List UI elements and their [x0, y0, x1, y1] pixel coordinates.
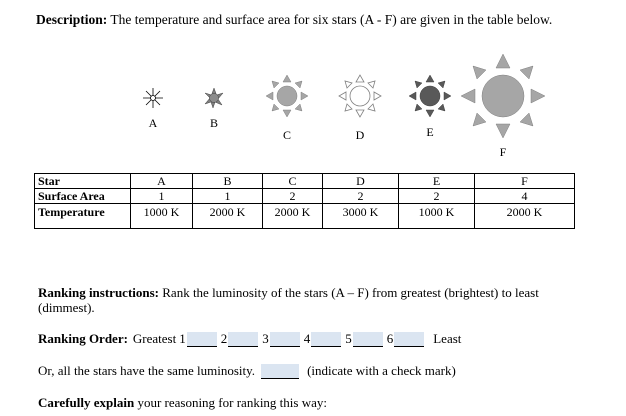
explain-label: Carefully explain	[38, 395, 135, 410]
description-label: Description:	[36, 12, 108, 27]
row-header-temperature: Temperature	[35, 204, 131, 229]
table-cell: 2000 K	[475, 204, 575, 229]
rank-input-4[interactable]	[311, 332, 341, 347]
table-cell: 2	[323, 189, 399, 204]
star-label-d: D	[355, 128, 365, 142]
explain-text: your reasoning for ranking this way:	[137, 395, 327, 410]
table-cell: D	[323, 174, 399, 189]
table-cell: 3000 K	[323, 204, 399, 229]
star-data-table	[34, 173, 575, 229]
same-luminosity-hint: (indicate with a check mark)	[307, 363, 456, 378]
star-a-icon	[143, 88, 163, 108]
star-d-icon	[339, 75, 381, 117]
star-e-icon	[409, 75, 451, 117]
description-text: The temperature and surface area for six stars (A - F) are given in the table below.	[110, 12, 553, 27]
table-row-star	[35, 174, 575, 189]
star-f-icon	[461, 54, 545, 138]
same-luminosity-row	[38, 363, 456, 379]
star-label-c: C	[282, 128, 292, 142]
star-label-f: F	[499, 145, 507, 159]
ranking-order-label: Ranking Order:	[38, 331, 128, 346]
table-cell: F	[475, 174, 575, 189]
explain-prompt	[38, 395, 327, 411]
table-cell: A	[131, 174, 193, 189]
table-cell: 1	[131, 189, 193, 204]
rank-input-1[interactable]	[187, 332, 217, 347]
table-cell: 2	[263, 189, 323, 204]
table-cell: 4	[475, 189, 575, 204]
rank-number-4: 4	[303, 331, 311, 346]
row-header-star: Star	[35, 174, 131, 189]
same-luminosity-checkbox[interactable]	[261, 364, 299, 379]
star-label-e: E	[426, 125, 434, 139]
table-row-surface-area	[35, 189, 575, 204]
rank-input-3[interactable]	[270, 332, 300, 347]
ranking-order	[38, 331, 461, 347]
ranking-instructions-text: Rank the luminosity of the stars (A – F) from greatest (brightest) to least (dimmest).	[38, 285, 539, 315]
ranking-instructions-label: Ranking instructions:	[38, 285, 159, 300]
rank-input-5[interactable]	[353, 332, 383, 347]
table-cell: 2000 K	[263, 204, 323, 229]
rank-number-1: 1	[179, 331, 186, 346]
star-b-icon	[205, 88, 223, 108]
table-row-temperature	[35, 204, 575, 229]
star-label-b: B	[209, 116, 219, 130]
stars-illustration	[0, 0, 626, 170]
table-cell: 1	[193, 189, 263, 204]
table-cell: C	[263, 174, 323, 189]
table-cell: 2	[399, 189, 475, 204]
table-cell: 1000 K	[131, 204, 193, 229]
star-label-a: A	[148, 116, 158, 130]
table-cell: E	[399, 174, 475, 189]
rank-number-5: 5	[345, 331, 352, 346]
table-cell: 1000 K	[399, 204, 475, 229]
ranking-instructions	[38, 285, 598, 315]
table-cell: B	[193, 174, 263, 189]
row-header-surface-area: Surface Area	[35, 189, 131, 204]
least-label: Least	[433, 331, 462, 346]
greatest-label: Greatest	[132, 331, 177, 346]
rank-number-3: 3	[262, 331, 269, 346]
rank-number-6: 6	[386, 331, 394, 346]
rank-number-2: 2	[220, 331, 228, 346]
star-c-icon	[266, 75, 308, 117]
rank-input-6[interactable]	[394, 332, 424, 347]
rank-input-2[interactable]	[228, 332, 258, 347]
table-cell: 2000 K	[193, 204, 263, 229]
same-luminosity-text: Or, all the stars have the same luminosity.	[38, 363, 256, 378]
